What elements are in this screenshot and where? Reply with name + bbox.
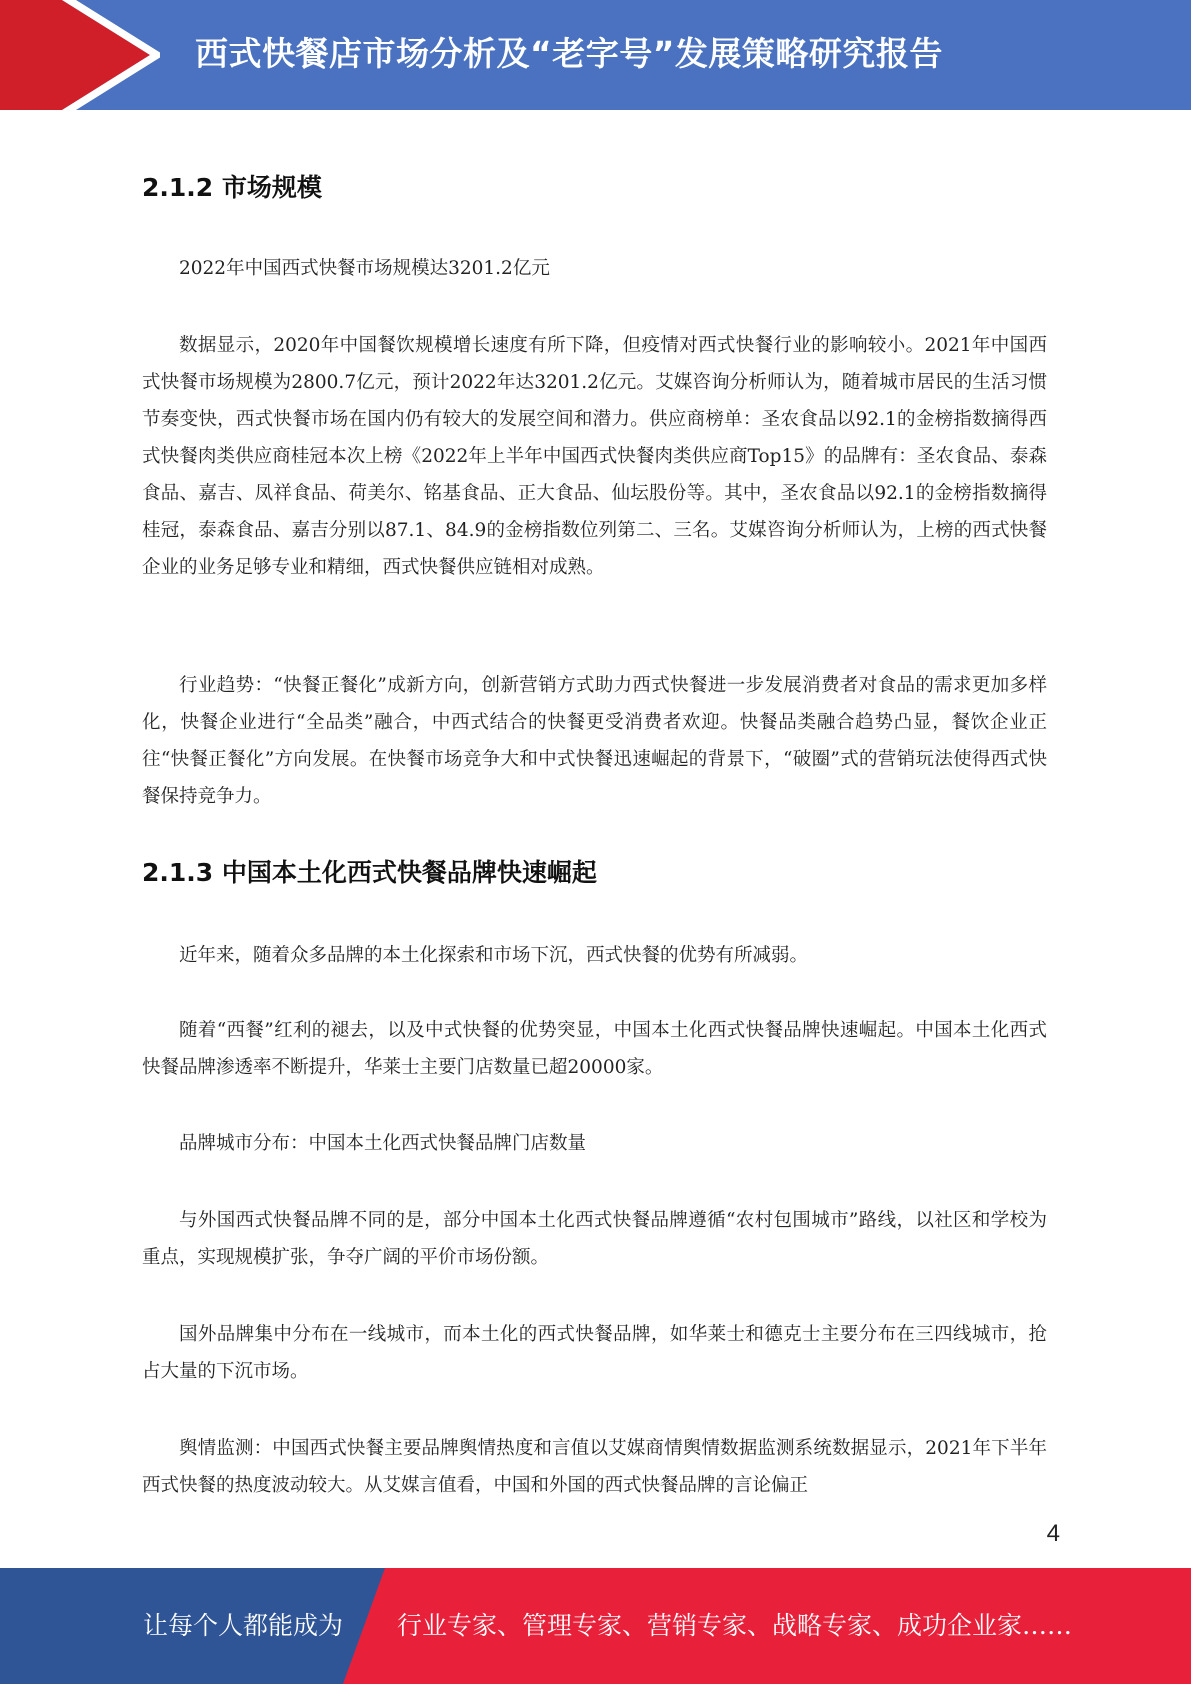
- footer-slogan-right: 行业专家、管理专家、营销专家、战略专家、成功企业家……: [397, 1611, 1073, 1640]
- paragraph: 近年来，随着众多品牌的本土化探索和市场下沉，西式快餐的优势有所减弱。: [179, 945, 809, 966]
- paragraph: 与外国西式快餐品牌不同的是，部分中国本土化西式快餐品牌遵循“农村包围城市”路线，以社区和学校为重点，实现规模扩张，争夺广阔的平价市场份额。: [142, 1210, 1047, 1268]
- paragraph: 随着“西餐”红利的褪去，以及中式快餐的优势突显，中国本土化西式快餐品牌快速崛起。中国本土化西式快餐品牌渗透率不断提升，华莱士主要门店数量已超20000家。: [142, 1020, 1047, 1078]
- page-number: 4: [1046, 1520, 1060, 1547]
- footer-bar: [0, 1568, 1191, 1684]
- paragraph: 行业趋势：“快餐正餐化”成新方向，创新营销方式助力西式快餐进一步发展消费者对食品的需求更加多样化，快餐企业进行“全品类”融合，中西式结合的快餐更受消费者欢迎。快餐品类融合趋势凸显，餐饮企业正往“快餐正餐化”方向发展。在快餐市场竞争大和中式快餐迅速崛起的背景下，“破圈”式的营销玩法使得西式快餐保持竞争力。: [142, 675, 1047, 807]
- paragraph: 品牌城市分布：中国本土化西式快餐品牌门店数量: [179, 1133, 587, 1154]
- report-title: 西式快餐店市场分析及“老字号”发展策略研究报告: [195, 34, 943, 73]
- header-bar: [0, 0, 1191, 110]
- paragraph: 舆情监测：中国西式快餐主要品牌舆情热度和言值以艾媒商情舆情数据监测系统数据显示，2021年下半年西式快餐的热度波动较大。从艾媒言值看，中国和外国的西式快餐品牌的言论偏正: [142, 1438, 1047, 1496]
- paragraph: 国外品牌集中分布在一线城市，而本土化的西式快餐品牌，如华莱士和德克士主要分布在三四线城市，抢占大量的下沉市场。: [142, 1324, 1047, 1382]
- paragraph: 数据显示，2020年中国餐饮规模增长速度有所下降，但疫情对西式快餐行业的影响较小。2021年中国西式快餐市场规模为2800.7亿元，预计2022年达3201.2亿元。艾媒咨询分析师认为，随着城市居民的生活习惯节奏变快，西式快餐市场在国内仍有较大的发展空间和潜力。供应商榜单：圣农食品以92.1的金榜指数摘得西式快餐肉类供应商桂冠本次上榜《2022年上半年中国西式快餐肉类供应商Top15》的品牌有：圣农食品、泰森食品、嘉吉、凤祥食品、荷美尔、铭基食品、正大食品、仙坛股份等。其中，圣农食品以92.1的金榜指数摘得桂冠，泰森食品、嘉吉分别以87.1、84.9的金榜指数位列第二、三名。艾媒咨询分析师认为，上榜的西式快餐企业的业务足够专业和精细，西式快餐供应链相对成熟。: [142, 335, 1047, 578]
- section-heading-market-size: 2.1.2 市场规模: [142, 173, 322, 202]
- footer-slogan-left: 让每个人都能成为: [143, 1611, 344, 1640]
- section-heading-local-brands: 2.1.3 中国本土化西式快餐品牌快速崛起: [142, 858, 597, 887]
- paragraph: 2022年中国西式快餐市场规模达3201.2亿元: [179, 258, 550, 279]
- header-arrow-shape: [0, 0, 160, 110]
